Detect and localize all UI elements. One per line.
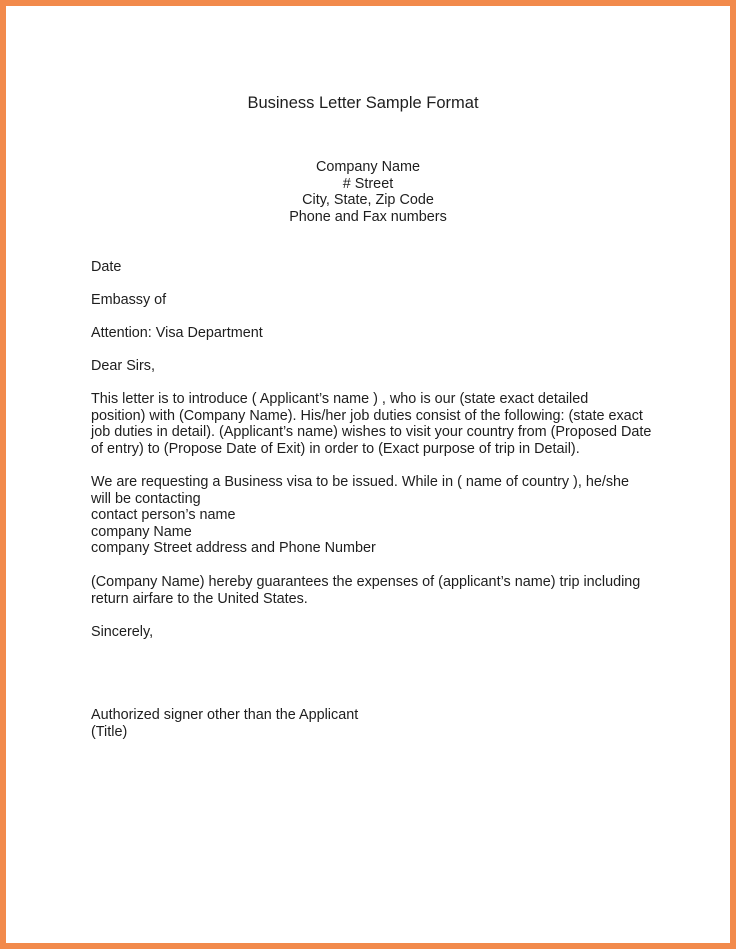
- request-paragraph: [91, 474, 661, 557]
- request-line: will be contacting: [91, 490, 201, 507]
- salutation: Dear Sirs,: [91, 358, 155, 374]
- signature-block: [91, 707, 661, 740]
- request-line: company Name: [91, 523, 192, 540]
- intro-line: This letter is to introduce ( Applicant’s name ) , who is our (state exact detailed: [91, 391, 589, 407]
- embassy-line: Embassy of: [91, 292, 167, 308]
- intro-line: position) with (Company Name). His/her job duties consist of the following: (state exact: [91, 407, 643, 424]
- company-header: [0, 159, 736, 225]
- request-line: contact person’s name: [91, 507, 236, 524]
- letter-date: Date: [91, 259, 122, 275]
- guarantee-line: return airfare to the United States.: [91, 590, 308, 607]
- request-line: We are requesting a Business visa to be issued. While in ( name of country ), he/she: [91, 474, 630, 490]
- guarantee-paragraph: [91, 574, 661, 607]
- company-city-state-zip: City, State, Zip Code: [302, 192, 434, 209]
- intro-paragraph: [91, 391, 661, 457]
- company-phone-fax: Phone and Fax numbers: [289, 208, 447, 225]
- company-street: # Street: [342, 175, 394, 192]
- company-name: Company Name: [316, 159, 420, 175]
- request-line: company Street address and Phone Number: [91, 540, 376, 557]
- signer-name: Authorized signer other than the Applicant: [91, 707, 359, 723]
- signer-title: (Title): [91, 723, 128, 740]
- closing: Sincerely,: [91, 624, 154, 640]
- intro-line: job duties in detail). (Applicant’s name) wishes to visit your country from (Proposed Date: [91, 424, 652, 441]
- attention-line: Attention: Visa Department: [91, 325, 263, 341]
- guarantee-line: (Company Name) hereby guarantees the expenses of (applicant’s name) trip including: [91, 574, 641, 590]
- intro-line: of entry) to (Propose Date of Exit) in order to (Exact purpose of trip in Detail).: [91, 440, 580, 457]
- document-title: Business Letter Sample Format: [247, 94, 479, 112]
